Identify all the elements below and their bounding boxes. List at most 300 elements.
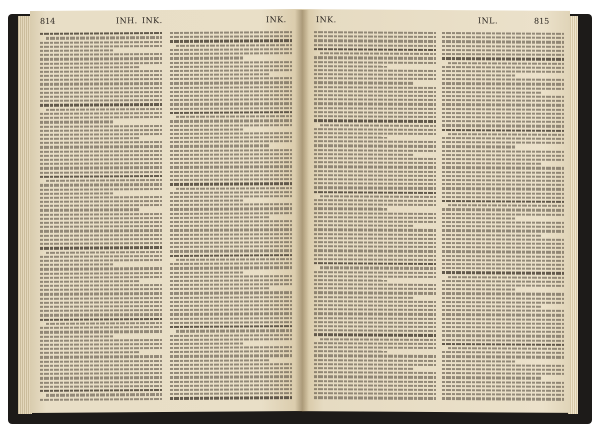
text-line <box>40 166 162 169</box>
text-line <box>40 183 162 186</box>
text-line <box>442 32 564 35</box>
text-line <box>442 87 564 90</box>
text-line <box>176 187 292 190</box>
text-line <box>442 385 564 388</box>
text-line <box>314 350 387 353</box>
text-line <box>46 108 162 111</box>
text-line <box>314 388 436 391</box>
text-line <box>40 381 162 384</box>
text-line <box>170 136 292 139</box>
text-line <box>314 35 436 38</box>
text-line <box>170 292 292 295</box>
text-line <box>442 49 564 52</box>
text-line <box>442 372 564 375</box>
text-line <box>442 318 564 321</box>
text-line <box>170 191 292 194</box>
text-line <box>442 179 564 182</box>
text-line <box>442 183 564 186</box>
text-line <box>314 283 436 286</box>
left-page <box>30 9 302 413</box>
text-line <box>170 216 270 219</box>
text-line <box>442 53 564 56</box>
text-line <box>442 78 564 81</box>
text-line <box>442 271 564 274</box>
text-line <box>170 308 292 311</box>
text-line <box>314 119 436 122</box>
text-line <box>170 149 292 152</box>
text-line <box>46 36 162 39</box>
text-line <box>314 233 436 236</box>
text-line <box>40 141 162 144</box>
right-page <box>302 9 570 413</box>
text-line <box>170 363 292 366</box>
text-line <box>314 313 436 316</box>
left-running-head-3: INK. <box>266 15 287 25</box>
text-line <box>442 124 564 127</box>
text-line <box>40 213 162 216</box>
text-line <box>314 258 436 261</box>
text-line <box>40 339 162 342</box>
text-line <box>40 309 162 312</box>
text-line <box>314 262 436 265</box>
text-line <box>442 141 564 144</box>
text-line <box>40 150 162 153</box>
text-line <box>40 347 162 350</box>
left-page-column-1 <box>40 30 162 401</box>
text-line <box>442 99 564 102</box>
text-line <box>170 355 292 358</box>
text-line <box>314 229 436 232</box>
text-line <box>314 86 436 89</box>
text-line <box>170 371 292 374</box>
text-line <box>442 200 564 203</box>
text-line <box>40 175 162 178</box>
left-running-head-1: INH. <box>116 16 138 26</box>
text-line <box>314 115 436 118</box>
text-line <box>170 376 292 379</box>
text-line <box>176 44 292 47</box>
text-line <box>442 292 564 295</box>
text-line <box>40 355 162 358</box>
text-line <box>170 178 292 181</box>
text-line <box>40 82 162 85</box>
text-line <box>442 154 564 157</box>
text-line <box>40 267 162 270</box>
text-line <box>314 271 436 274</box>
text-line <box>170 98 292 101</box>
text-line <box>40 330 162 333</box>
text-line <box>170 254 292 257</box>
text-line <box>170 388 292 391</box>
text-line <box>314 279 387 282</box>
text-line <box>40 318 162 321</box>
text-line <box>170 77 292 80</box>
text-line <box>170 321 292 324</box>
text-line <box>314 220 436 223</box>
text-line <box>442 162 542 165</box>
text-line <box>170 312 292 315</box>
text-line <box>170 170 292 173</box>
text-line <box>442 137 564 140</box>
text-line <box>448 62 564 65</box>
text-line <box>442 280 564 283</box>
text-line <box>442 221 564 224</box>
text-line <box>314 136 387 139</box>
text-line <box>314 166 436 169</box>
text-line <box>314 300 436 303</box>
text-line <box>442 103 564 106</box>
text-line <box>314 44 436 47</box>
text-line <box>442 301 564 304</box>
text-line <box>442 246 564 249</box>
text-line <box>314 153 414 156</box>
text-line <box>46 251 162 254</box>
text-line <box>170 166 292 169</box>
text-line <box>442 129 564 132</box>
left-page-number: 814 <box>40 16 56 26</box>
text-line <box>176 329 292 332</box>
text-line <box>170 73 270 76</box>
text-line <box>314 392 436 395</box>
text-line <box>314 342 436 345</box>
text-line <box>314 380 436 383</box>
text-line <box>314 321 436 324</box>
text-line <box>170 396 292 399</box>
text-line <box>314 128 436 131</box>
text-line <box>314 94 436 97</box>
right-running-head-2: INL. <box>478 16 499 26</box>
text-line <box>40 259 162 262</box>
text-line <box>314 48 436 51</box>
text-line <box>442 309 564 312</box>
text-line <box>40 158 162 161</box>
text-line <box>442 95 564 98</box>
text-line <box>442 192 564 195</box>
text-line <box>442 330 564 333</box>
text-line <box>314 367 414 370</box>
text-line <box>170 157 292 160</box>
text-line <box>314 82 414 85</box>
text-line <box>170 245 292 248</box>
text-line <box>40 196 162 199</box>
text-line <box>170 200 243 203</box>
text-line <box>314 245 436 248</box>
text-line <box>40 145 162 148</box>
text-line <box>442 376 542 379</box>
text-line <box>170 203 292 206</box>
text-line <box>170 241 292 244</box>
text-line <box>442 108 564 111</box>
text-line <box>314 186 436 189</box>
text-line <box>170 338 292 341</box>
text-line <box>442 381 564 384</box>
text-line <box>40 49 113 52</box>
text-line <box>40 74 162 77</box>
text-line <box>40 313 162 316</box>
text-line <box>40 288 162 291</box>
text-line <box>40 200 162 203</box>
text-line <box>170 233 292 236</box>
text-line <box>170 182 292 185</box>
text-line <box>170 52 292 55</box>
text-line <box>170 279 292 282</box>
text-line <box>442 82 564 85</box>
text-line <box>442 229 564 232</box>
text-line <box>314 107 436 110</box>
text-line <box>170 380 292 383</box>
text-line <box>314 212 436 215</box>
text-line <box>442 393 564 396</box>
text-line <box>40 376 162 379</box>
text-line <box>314 182 436 185</box>
text-line <box>314 355 436 358</box>
text-line <box>40 41 162 44</box>
text-line <box>448 133 564 136</box>
text-line <box>314 292 436 295</box>
text-line <box>314 363 436 366</box>
text-line <box>442 305 542 308</box>
text-line <box>40 204 162 207</box>
text-line <box>40 364 162 367</box>
text-line <box>314 384 436 387</box>
text-line <box>40 301 162 304</box>
text-line <box>442 397 564 400</box>
text-line <box>170 271 243 274</box>
text-line <box>46 179 162 182</box>
text-line <box>314 56 436 59</box>
text-line <box>314 254 436 257</box>
text-line <box>176 115 292 118</box>
text-line <box>448 204 564 207</box>
text-line <box>170 237 292 240</box>
text-line <box>442 146 515 149</box>
text-line <box>170 48 292 51</box>
text-line <box>170 103 292 106</box>
text-line <box>170 224 292 227</box>
text-line <box>170 174 292 177</box>
text-line <box>170 334 292 337</box>
text-line <box>314 250 436 253</box>
book-gutter <box>295 10 309 412</box>
text-line <box>442 368 564 371</box>
text-line <box>442 343 564 346</box>
text-line <box>170 82 292 85</box>
right-page-column-1 <box>314 29 436 399</box>
text-line <box>40 103 162 106</box>
text-line <box>40 225 162 228</box>
text-line <box>442 364 564 367</box>
text-line <box>40 129 162 132</box>
right-running-head-1: INK. <box>316 15 337 25</box>
text-line <box>40 335 113 338</box>
text-line <box>40 99 162 102</box>
text-line <box>40 385 162 388</box>
text-line <box>314 325 436 328</box>
text-line <box>314 308 436 311</box>
text-line <box>442 70 564 73</box>
text-line <box>40 87 162 90</box>
text-line <box>314 132 436 135</box>
text-line <box>314 40 436 43</box>
text-line <box>320 195 436 198</box>
text-line <box>442 36 564 39</box>
text-line <box>442 297 564 300</box>
text-line <box>170 61 292 64</box>
text-line <box>40 70 162 73</box>
text-line <box>442 91 542 94</box>
text-line <box>40 246 162 249</box>
text-line <box>170 140 292 143</box>
text-line <box>442 263 564 266</box>
text-line <box>442 267 564 270</box>
text-line <box>170 359 270 362</box>
text-line <box>314 317 436 320</box>
text-line <box>442 175 564 178</box>
text-line <box>170 346 292 349</box>
text-line <box>40 188 162 191</box>
text-line <box>442 171 564 174</box>
text-line <box>170 107 292 110</box>
text-line <box>442 339 564 342</box>
text-line <box>442 120 564 123</box>
text-line <box>314 376 436 379</box>
text-line <box>314 216 436 219</box>
text-line <box>170 132 292 135</box>
text-line <box>40 343 162 346</box>
left-running-head-2: INK. <box>142 16 163 26</box>
text-line <box>170 249 292 252</box>
text-line <box>442 196 564 199</box>
text-line <box>40 360 162 363</box>
text-line <box>314 174 436 177</box>
text-line <box>170 161 292 164</box>
text-line <box>442 355 564 358</box>
text-line <box>442 45 564 48</box>
text-line <box>40 234 162 237</box>
text-line <box>314 396 436 399</box>
text-line <box>442 209 564 212</box>
text-line <box>442 166 564 169</box>
text-line <box>442 250 564 253</box>
text-line <box>442 351 564 354</box>
text-line <box>314 191 436 194</box>
text-line <box>170 304 292 307</box>
text-line <box>314 346 436 349</box>
text-line <box>314 111 436 114</box>
text-line <box>314 329 436 332</box>
text-line <box>40 263 113 266</box>
text-line <box>170 212 292 215</box>
text-line <box>314 69 436 72</box>
text-line <box>448 276 564 279</box>
text-line <box>170 262 292 265</box>
text-line <box>40 137 140 140</box>
text-line <box>40 209 140 212</box>
left-page-column-2 <box>170 29 292 400</box>
text-line <box>170 229 292 232</box>
text-line <box>40 238 162 241</box>
text-line <box>40 78 162 81</box>
text-line <box>40 192 113 195</box>
text-line <box>314 333 436 336</box>
text-line <box>40 272 162 275</box>
text-line <box>40 112 162 115</box>
text-line <box>442 334 564 337</box>
text-line <box>170 86 292 89</box>
text-line <box>170 195 292 198</box>
text-line <box>442 234 542 237</box>
text-line <box>40 326 162 329</box>
text-line <box>176 258 292 261</box>
text-line <box>314 304 436 307</box>
right-page-number: 815 <box>534 16 550 26</box>
text-line <box>170 367 292 370</box>
text-line <box>442 217 515 220</box>
text-line <box>170 65 292 68</box>
text-line <box>442 158 564 161</box>
text-line <box>442 259 564 262</box>
text-line <box>170 39 292 42</box>
text-line <box>40 95 162 98</box>
text-line <box>40 389 162 392</box>
text-line <box>320 338 436 341</box>
text-line <box>170 208 292 211</box>
text-line <box>170 145 270 148</box>
text-line <box>314 296 414 299</box>
text-line <box>442 74 515 77</box>
text-line <box>40 32 162 35</box>
text-line <box>40 57 162 60</box>
text-line <box>40 368 162 371</box>
text-line <box>314 73 436 76</box>
text-line <box>40 116 162 119</box>
text-line <box>170 220 292 223</box>
text-line <box>314 31 436 34</box>
text-line <box>314 98 436 101</box>
text-line <box>40 351 140 354</box>
text-line <box>314 203 436 206</box>
text-line <box>170 57 243 60</box>
text-line <box>314 241 436 244</box>
text-line <box>40 217 162 220</box>
text-line <box>442 389 564 392</box>
text-line <box>320 124 436 127</box>
text-line <box>442 112 564 115</box>
text-line <box>442 322 564 325</box>
text-line <box>170 128 243 131</box>
text-line <box>40 372 162 375</box>
text-line <box>448 347 564 350</box>
text-line <box>40 284 162 287</box>
text-line <box>170 90 292 93</box>
text-line <box>442 238 564 241</box>
text-line <box>314 287 436 290</box>
text-line <box>314 359 436 362</box>
text-line <box>314 140 436 143</box>
text-line <box>442 213 564 216</box>
text-line <box>314 161 436 164</box>
text-line <box>170 275 292 278</box>
text-line <box>170 300 292 303</box>
text-line <box>314 208 387 211</box>
text-line <box>314 145 436 148</box>
text-line <box>314 178 436 181</box>
right-page-column-2 <box>442 30 564 400</box>
text-line <box>442 288 515 291</box>
text-line <box>170 350 292 353</box>
text-line <box>170 119 292 122</box>
text-line <box>314 157 436 160</box>
